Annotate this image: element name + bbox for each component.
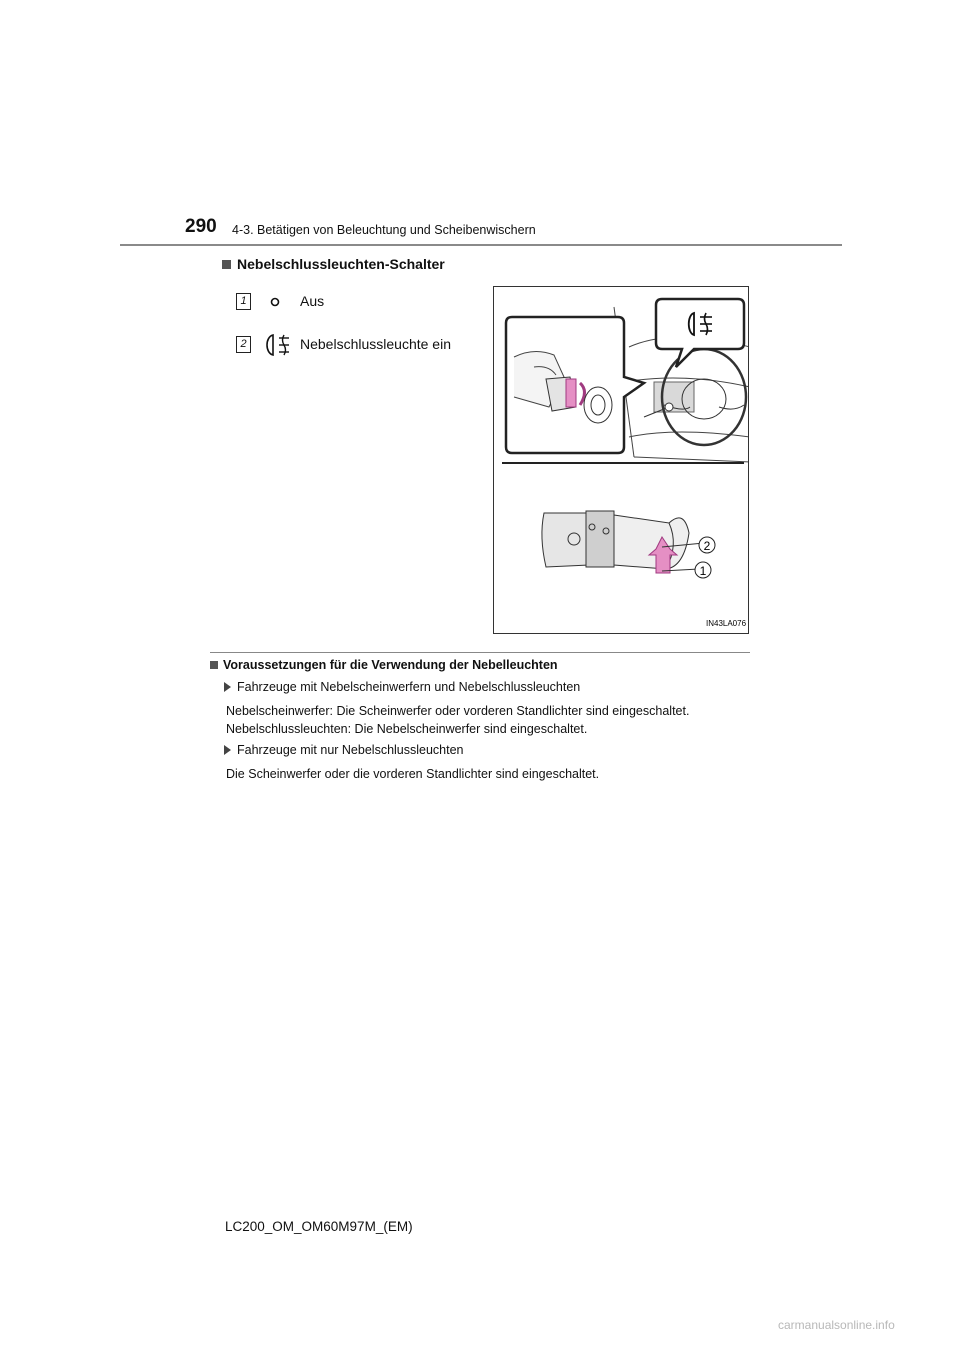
header-divider bbox=[120, 244, 842, 246]
section-heading bbox=[222, 256, 445, 272]
legend-label-off: Aus bbox=[300, 293, 325, 309]
legend-number-1: 1 bbox=[236, 293, 251, 310]
document-code: LC200_OM_OM60M97M_(EM) bbox=[225, 1219, 413, 1234]
off-circle-icon bbox=[268, 294, 282, 308]
chapter-title: 4-3. Betätigen von Beleuchtung und Scheibenwischern bbox=[232, 223, 536, 237]
legend-label-rear-fog-on: Nebelschlussleuchte ein bbox=[300, 336, 451, 352]
notes-item-2 bbox=[224, 743, 464, 757]
callout-2: 2 bbox=[703, 539, 711, 553]
rear-fog-light-icon bbox=[262, 332, 290, 358]
legend-number-2: 2 bbox=[236, 336, 251, 353]
notes-item-2-label: Fahrzeuge mit nur Nebelschlussleuchten bbox=[237, 743, 464, 757]
figure-fog-switch bbox=[493, 286, 749, 634]
notes-heading bbox=[210, 658, 558, 672]
notes-divider bbox=[210, 652, 750, 653]
section-title: Nebelschlussleuchten-Schalter bbox=[237, 256, 445, 272]
notes-item-1 bbox=[224, 680, 580, 694]
triangle-bullet-icon bbox=[224, 682, 231, 692]
callout-1: 1 bbox=[699, 564, 707, 578]
triangle-bullet-icon bbox=[224, 745, 231, 755]
notes-item-2-line-1: Die Scheinwerfer oder die vorderen Standlichter sind eingeschaltet. bbox=[226, 767, 600, 781]
fog-switch-illustration bbox=[494, 287, 749, 634]
figure-image-code: IN43LA076 bbox=[706, 619, 747, 628]
page-number: 290 bbox=[185, 216, 217, 237]
square-bullet-icon bbox=[222, 260, 231, 269]
notes-item-1-line-2: Nebelschlussleuchten: Die Nebelscheinwerfer sind eingeschaltet. bbox=[226, 722, 588, 736]
notes-item-1-line-1: Nebelscheinwerfer: Die Scheinwerfer oder vorderen Standlichter sind eingeschaltet. bbox=[226, 704, 690, 718]
watermark: carmanualsonline.info bbox=[778, 1318, 895, 1332]
notes-item-1-label: Fahrzeuge mit Nebelscheinwerfern und Nebelschlussleuchten bbox=[237, 680, 581, 694]
notes-title: Voraussetzungen für die Verwendung der Nebelleuchten bbox=[223, 658, 558, 672]
square-bullet-icon bbox=[210, 661, 218, 669]
